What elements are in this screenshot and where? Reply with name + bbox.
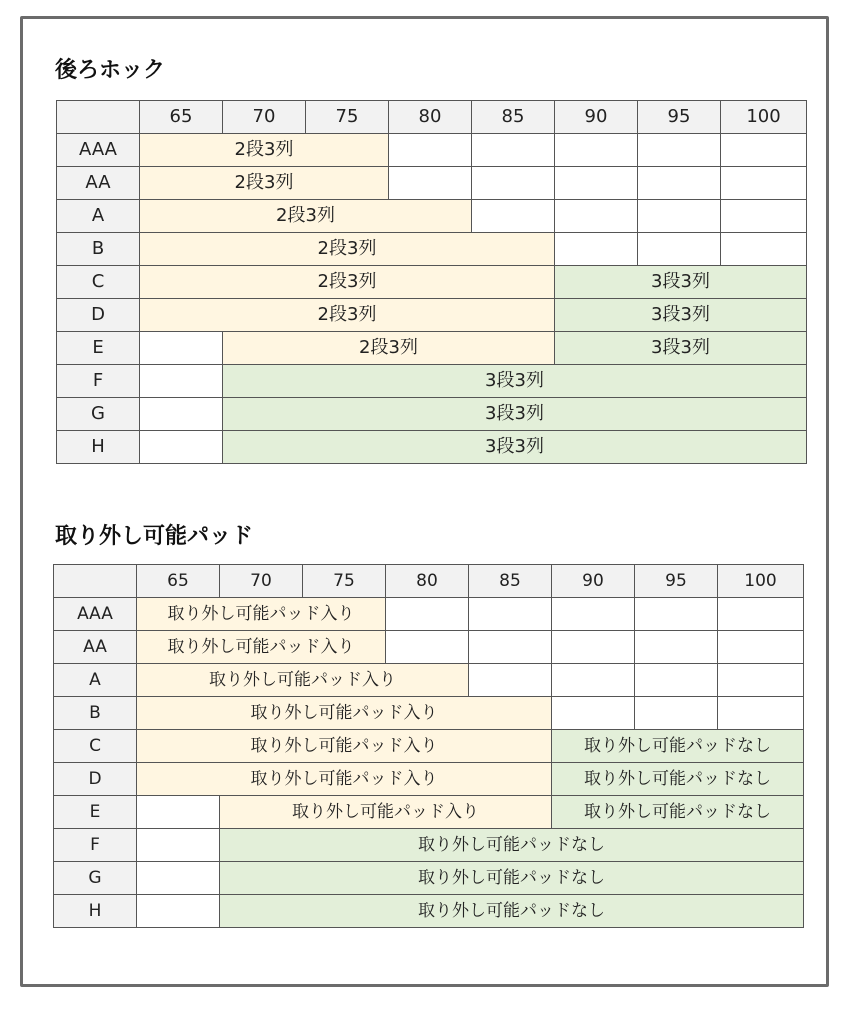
column-header: 85 <box>472 101 555 134</box>
empty-cell <box>638 134 721 167</box>
empty-cell <box>635 598 718 631</box>
size-cell: 3段3列 <box>555 332 807 365</box>
empty-cell <box>386 631 469 664</box>
row-header: E <box>57 332 140 365</box>
empty-cell <box>718 631 804 664</box>
empty-cell <box>389 134 472 167</box>
empty-cell <box>472 167 555 200</box>
empty-cell <box>140 365 223 398</box>
column-header: 80 <box>386 565 469 598</box>
size-cell: 取り外し可能パッドなし <box>220 895 804 928</box>
size-cell: 3段3列 <box>555 266 807 299</box>
hook-table-title: 後ろホック <box>55 58 166 83</box>
empty-cell <box>137 862 220 895</box>
row-header: D <box>54 763 137 796</box>
empty-cell <box>552 664 635 697</box>
empty-cell <box>721 200 807 233</box>
empty-cell <box>469 664 552 697</box>
empty-cell <box>721 134 807 167</box>
size-cell: 取り外し可能パッド入り <box>137 598 386 631</box>
row-header: F <box>57 365 140 398</box>
empty-cell <box>635 664 718 697</box>
row-header: AA <box>54 631 137 664</box>
size-cell: 取り外し可能パッドなし <box>220 829 804 862</box>
size-cell: 取り外し可能パッド入り <box>137 631 386 664</box>
size-cell: 取り外し可能パッド入り <box>137 664 469 697</box>
column-header: 65 <box>137 565 220 598</box>
size-cell: 3段3列 <box>223 398 807 431</box>
table-row <box>54 697 804 730</box>
empty-cell <box>635 631 718 664</box>
pad-table-title: 取り外し可能パッド <box>55 524 254 549</box>
table-row <box>54 763 804 796</box>
empty-cell <box>137 796 220 829</box>
empty-cell <box>140 431 223 464</box>
pad-size-table <box>53 564 804 928</box>
hook-size-table <box>56 100 807 464</box>
empty-cell <box>721 233 807 266</box>
empty-cell <box>638 167 721 200</box>
empty-cell <box>718 697 804 730</box>
row-header: G <box>57 398 140 431</box>
empty-cell <box>389 167 472 200</box>
column-header: 65 <box>140 101 223 134</box>
corner-cell <box>54 565 137 598</box>
column-header: 70 <box>223 101 306 134</box>
header-row <box>57 101 807 134</box>
table-row <box>57 266 807 299</box>
table-row <box>57 398 807 431</box>
table-row <box>57 365 807 398</box>
empty-cell <box>635 697 718 730</box>
column-header: 75 <box>306 101 389 134</box>
column-header: 90 <box>552 565 635 598</box>
corner-cell <box>57 101 140 134</box>
size-cell: 取り外し可能パッド入り <box>220 796 552 829</box>
column-header: 75 <box>303 565 386 598</box>
row-header: A <box>54 664 137 697</box>
size-cell: 2段3列 <box>223 332 555 365</box>
table-row <box>57 332 807 365</box>
table-row <box>54 631 804 664</box>
empty-cell <box>718 664 804 697</box>
size-cell: 取り外し可能パッドなし <box>552 730 804 763</box>
empty-cell <box>555 134 638 167</box>
table-row <box>54 598 804 631</box>
table-row <box>54 895 804 928</box>
empty-cell <box>638 200 721 233</box>
empty-cell <box>721 167 807 200</box>
empty-cell <box>552 598 635 631</box>
size-cell: 2段3列 <box>140 233 555 266</box>
size-cell: 2段3列 <box>140 167 389 200</box>
row-header: H <box>57 431 140 464</box>
size-cell: 取り外し可能パッド入り <box>137 697 552 730</box>
empty-cell <box>555 233 638 266</box>
table-row <box>57 431 807 464</box>
empty-cell <box>469 631 552 664</box>
row-header: H <box>54 895 137 928</box>
row-header: G <box>54 862 137 895</box>
empty-cell <box>638 233 721 266</box>
table-row <box>57 134 807 167</box>
table-row <box>54 796 804 829</box>
column-header: 100 <box>721 101 807 134</box>
empty-cell <box>137 829 220 862</box>
size-cell: 2段3列 <box>140 299 555 332</box>
empty-cell <box>552 631 635 664</box>
column-header: 90 <box>555 101 638 134</box>
empty-cell <box>718 598 804 631</box>
table-row <box>54 664 804 697</box>
table-row <box>54 730 804 763</box>
row-header: AAA <box>54 598 137 631</box>
row-header: AAA <box>57 134 140 167</box>
table-row <box>57 233 807 266</box>
size-cell: 2段3列 <box>140 200 472 233</box>
size-cell: 取り外し可能パッドなし <box>220 862 804 895</box>
row-header: B <box>57 233 140 266</box>
table-row <box>57 299 807 332</box>
empty-cell <box>469 598 552 631</box>
row-header: F <box>54 829 137 862</box>
size-cell: 3段3列 <box>555 299 807 332</box>
size-cell: 3段3列 <box>223 365 807 398</box>
column-header: 70 <box>220 565 303 598</box>
empty-cell <box>386 598 469 631</box>
header-row <box>54 565 804 598</box>
size-cell: 2段3列 <box>140 266 555 299</box>
row-header: A <box>57 200 140 233</box>
row-header: D <box>57 299 140 332</box>
empty-cell <box>140 398 223 431</box>
row-header: B <box>54 697 137 730</box>
column-header: 85 <box>469 565 552 598</box>
column-header: 95 <box>635 565 718 598</box>
row-header: C <box>54 730 137 763</box>
table-row <box>54 862 804 895</box>
size-cell: 3段3列 <box>223 431 807 464</box>
table-row <box>54 829 804 862</box>
empty-cell <box>472 200 555 233</box>
empty-cell <box>472 134 555 167</box>
row-header: AA <box>57 167 140 200</box>
empty-cell <box>140 332 223 365</box>
empty-cell <box>552 697 635 730</box>
size-cell: 2段3列 <box>140 134 389 167</box>
empty-cell <box>137 895 220 928</box>
column-header: 95 <box>638 101 721 134</box>
size-cell: 取り外し可能パッド入り <box>137 730 552 763</box>
row-header: E <box>54 796 137 829</box>
column-header: 100 <box>718 565 804 598</box>
table-row <box>57 167 807 200</box>
empty-cell <box>555 200 638 233</box>
size-cell: 取り外し可能パッドなし <box>552 763 804 796</box>
row-header: C <box>57 266 140 299</box>
size-cell: 取り外し可能パッド入り <box>137 763 552 796</box>
column-header: 80 <box>389 101 472 134</box>
empty-cell <box>555 167 638 200</box>
size-cell: 取り外し可能パッドなし <box>552 796 804 829</box>
table-row <box>57 200 807 233</box>
